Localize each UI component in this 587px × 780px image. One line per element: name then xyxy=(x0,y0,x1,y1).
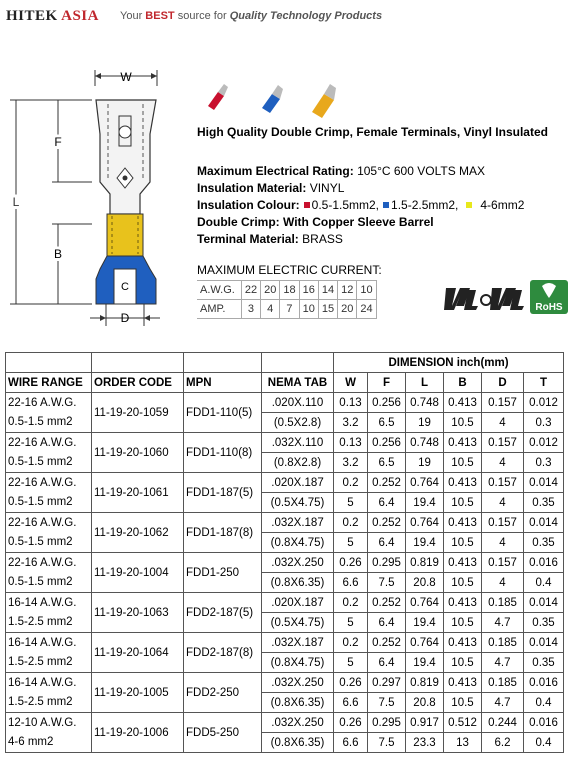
header xyxy=(0,0,587,34)
nema-tab-mm: (0.5X4.75) xyxy=(262,493,334,513)
table-row xyxy=(6,513,564,533)
table-header-row-2 xyxy=(6,373,564,393)
nema-tab-inch: .032X.250 xyxy=(262,673,334,693)
nema-tab-mm: (0.5X4.75) xyxy=(262,613,334,633)
dimension-inch-cell: 0.13 xyxy=(334,433,368,453)
dimension-inch-cell: 0.13 xyxy=(334,393,368,413)
dimension-inch-cell: 0.016 xyxy=(524,553,564,573)
dimension-mm-cell: 10.5 xyxy=(444,533,482,553)
spec-terminal-label: Terminal Material: xyxy=(197,232,299,246)
dimension-mm-cell: 3.2 xyxy=(334,453,368,473)
blue-swatch-icon xyxy=(383,202,389,208)
dimension-mm-cell: 4 xyxy=(482,413,524,433)
certification-logos xyxy=(442,276,572,316)
dimension-inch-cell: 0.764 xyxy=(406,593,444,613)
dimension-mm-cell: 4 xyxy=(482,453,524,473)
col-header-w: W xyxy=(334,373,368,393)
wire-range-awg: 12-10 A.W.G. xyxy=(6,713,92,733)
dimension-inch-cell: 0.256 xyxy=(368,433,406,453)
dimension-inch-cell: 0.252 xyxy=(368,513,406,533)
dimension-mm-cell: 0.3 xyxy=(524,453,564,473)
wire-range-mm2: 1.5-2.5 mm2 xyxy=(6,613,92,633)
current-awg-cell: 14 xyxy=(318,281,337,300)
wire-range-awg: 16-14 A.W.G. xyxy=(6,633,92,653)
order-code-cell: 11-19-20-1006 xyxy=(92,713,184,753)
dimension-inch-cell: 0.256 xyxy=(368,393,406,413)
rohs-icon xyxy=(530,280,568,314)
col-header-d: D xyxy=(482,373,524,393)
dimension-inch-cell: 0.295 xyxy=(368,713,406,733)
terminal-color-samples xyxy=(200,78,350,118)
dimension-mm-cell: 5 xyxy=(334,493,368,513)
nema-tab-inch: .020X.187 xyxy=(262,473,334,493)
dimension-inch-cell: 0.764 xyxy=(406,513,444,533)
dimension-inch-cell: 0.012 xyxy=(524,433,564,453)
dimension-mm-cell: 6.6 xyxy=(334,693,368,713)
col-header-order-code: ORDER CODE xyxy=(92,373,184,393)
dimension-mm-cell: 0.3 xyxy=(524,413,564,433)
nema-tab-mm: (0.8X4.75) xyxy=(262,653,334,673)
dim-label-f: F xyxy=(54,135,62,149)
spec-terminal-value: BRASS xyxy=(302,232,343,246)
dimension-inch-cell: 0.413 xyxy=(444,433,482,453)
yellow-terminal-icon xyxy=(312,84,336,118)
table-header-row-1 xyxy=(6,353,564,373)
wire-range-awg: 16-14 A.W.G. xyxy=(6,673,92,693)
dimension-mm-cell: 6.5 xyxy=(368,413,406,433)
dimension-inch-cell: 0.819 xyxy=(406,673,444,693)
col-header-wire-range: WIRE RANGE xyxy=(6,373,92,393)
dimension-inch-cell: 0.157 xyxy=(482,433,524,453)
spec-insulation-label: Insulation Material: xyxy=(197,181,307,195)
col-header-mpn: MPN xyxy=(184,373,262,393)
dimension-mm-cell: 0.35 xyxy=(524,533,564,553)
terminal-dimension-drawing xyxy=(0,64,190,334)
dimension-inch-cell: 0.2 xyxy=(334,513,368,533)
dimension-inch-cell: 0.244 xyxy=(482,713,524,733)
table-body xyxy=(6,393,564,753)
spec-rating-value: 105°C 600 VOLTS MAX xyxy=(357,164,486,178)
brand-name-part2: ASIA xyxy=(61,8,99,24)
spec-colour xyxy=(197,197,524,214)
dimension-mm-cell: 19.4 xyxy=(406,613,444,633)
mpn-cell: FDD1-187(5) xyxy=(184,473,262,513)
col-header-t: T xyxy=(524,373,564,393)
current-amp-label: AMP. xyxy=(197,300,241,319)
spec-rating xyxy=(197,163,524,180)
dim-label-l: L xyxy=(12,195,20,209)
current-awg-row xyxy=(197,281,376,300)
dimension-mm-cell: 4 xyxy=(482,573,524,593)
dimension-mm-cell: 10.5 xyxy=(444,693,482,713)
dimension-inch-cell: 0.26 xyxy=(334,553,368,573)
dim-label-c: C xyxy=(121,281,129,293)
dimension-mm-cell: 19.4 xyxy=(406,533,444,553)
col-header-f: F xyxy=(368,373,406,393)
wire-range-awg: 22-16 A.W.G. xyxy=(6,433,92,453)
brand-name-part1: HITEK xyxy=(6,8,58,24)
nema-tab-mm: (0.8X6.35) xyxy=(262,693,334,713)
dimension-header: DIMENSION inch(mm) xyxy=(334,353,564,373)
table-row xyxy=(6,573,564,593)
current-title: MAXIMUM ELECTRIC CURRENT: xyxy=(197,263,382,277)
nema-tab-inch: .032X.250 xyxy=(262,713,334,733)
dimension-mm-cell: 4.7 xyxy=(482,613,524,633)
dimension-mm-cell: 4.7 xyxy=(482,653,524,673)
current-amp-row xyxy=(197,300,376,319)
mpn-cell: FDD1-250 xyxy=(184,553,262,593)
table-row xyxy=(6,713,564,733)
dimension-mm-cell: 4 xyxy=(482,493,524,513)
dimension-mm-cell: 20.8 xyxy=(406,693,444,713)
wire-range-awg: 16-14 A.W.G. xyxy=(6,593,92,613)
slogan-best: BEST xyxy=(145,10,175,22)
dimension-inch-cell: 0.185 xyxy=(482,593,524,613)
nema-tab-mm: (0.5X2.8) xyxy=(262,413,334,433)
order-code-cell: 11-19-20-1005 xyxy=(92,673,184,713)
wire-range-awg: 22-16 A.W.G. xyxy=(6,393,92,413)
spec-insulation xyxy=(197,180,524,197)
order-code-cell: 11-19-20-1004 xyxy=(92,553,184,593)
dim-label-w: W xyxy=(120,70,132,84)
table-row xyxy=(6,653,564,673)
current-awg-cell: 18 xyxy=(280,281,299,300)
slogan-prefix: Your xyxy=(120,10,143,22)
col-header-nema-tab: NEMA TAB xyxy=(262,373,334,393)
order-code-cell: 11-19-20-1060 xyxy=(92,433,184,473)
dimension-mm-cell: 6.4 xyxy=(368,493,406,513)
dimension-inch-cell: 0.185 xyxy=(482,633,524,653)
dimension-inch-cell: 0.157 xyxy=(482,513,524,533)
dimension-mm-cell: 19 xyxy=(406,453,444,473)
current-awg-cell: 22 xyxy=(241,281,260,300)
col-header-b: B xyxy=(444,373,482,393)
wire-range-mm2: 0.5-1.5 mm2 xyxy=(6,413,92,433)
nema-tab-inch: .032X.250 xyxy=(262,553,334,573)
spec-rating-label: Maximum Electrical Rating: xyxy=(197,164,354,178)
table-row xyxy=(6,413,564,433)
dimension-mm-cell: 20.8 xyxy=(406,573,444,593)
dimension-mm-cell: 6.4 xyxy=(368,613,406,633)
spec-crimp xyxy=(197,214,524,231)
dimension-mm-cell: 4 xyxy=(482,533,524,553)
table-row xyxy=(6,473,564,493)
dimension-mm-cell: 10.5 xyxy=(444,493,482,513)
cul-recognized-icon xyxy=(481,288,524,310)
dimension-inch-cell: 0.014 xyxy=(524,513,564,533)
red-terminal-icon xyxy=(208,84,228,110)
wire-range-mm2: 0.5-1.5 mm2 xyxy=(6,493,92,513)
current-amp-cell: 4 xyxy=(261,300,280,319)
dimension-inch-cell: 0.2 xyxy=(334,473,368,493)
dimension-inch-cell: 0.297 xyxy=(368,673,406,693)
nema-tab-inch: .020X.110 xyxy=(262,393,334,413)
nema-tab-mm: (0.8X4.75) xyxy=(262,533,334,553)
dimension-inch-cell: 0.252 xyxy=(368,473,406,493)
dimension-inch-cell: 0.016 xyxy=(524,713,564,733)
dimension-inch-cell: 0.012 xyxy=(524,393,564,413)
dimension-mm-cell: 10.5 xyxy=(444,653,482,673)
dimension-inch-cell: 0.014 xyxy=(524,473,564,493)
product-table xyxy=(5,352,564,753)
mpn-cell: FDD1-187(8) xyxy=(184,513,262,553)
dimension-inch-cell: 0.413 xyxy=(444,473,482,493)
dimension-mm-cell: 6.5 xyxy=(368,453,406,473)
current-amp-cell: 3 xyxy=(241,300,260,319)
mpn-cell: FDD2-250 xyxy=(184,673,262,713)
dimension-inch-cell: 0.252 xyxy=(368,593,406,613)
dimension-inch-cell: 0.157 xyxy=(482,473,524,493)
dimension-mm-cell: 6.4 xyxy=(368,653,406,673)
dimension-mm-cell: 7.5 xyxy=(368,573,406,593)
dim-label-d: D xyxy=(120,311,130,325)
table-row xyxy=(6,693,564,713)
wire-range-mm2: 0.5-1.5 mm2 xyxy=(6,573,92,593)
dimension-mm-cell: 10.5 xyxy=(444,573,482,593)
table-header-blank xyxy=(6,353,92,373)
dimension-inch-cell: 0.185 xyxy=(482,673,524,693)
nema-tab-inch: .032X.187 xyxy=(262,633,334,653)
dimension-mm-cell: 0.4 xyxy=(524,573,564,593)
table-header-blank xyxy=(184,353,262,373)
dimension-inch-cell: 0.2 xyxy=(334,633,368,653)
wire-range-awg: 22-16 A.W.G. xyxy=(6,513,92,533)
dimension-mm-cell: 5 xyxy=(334,653,368,673)
dimension-inch-cell: 0.413 xyxy=(444,633,482,653)
wire-range-mm2: 1.5-2.5 mm2 xyxy=(6,693,92,713)
product-specs xyxy=(197,163,524,248)
table-header-blank xyxy=(92,353,184,373)
dimension-mm-cell: 6.6 xyxy=(334,573,368,593)
current-awg-cell: 16 xyxy=(299,281,318,300)
order-code-cell: 11-19-20-1063 xyxy=(92,593,184,633)
dimension-inch-cell: 0.413 xyxy=(444,393,482,413)
dimension-mm-cell: 5 xyxy=(334,613,368,633)
spec-terminal xyxy=(197,231,524,248)
dimension-inch-cell: 0.252 xyxy=(368,633,406,653)
dimension-mm-cell: 0.4 xyxy=(524,733,564,753)
nema-tab-inch: .032X.187 xyxy=(262,513,334,533)
dimension-mm-cell: 5 xyxy=(334,533,368,553)
mpn-cell: FDD5-250 xyxy=(184,713,262,753)
order-code-cell: 11-19-20-1061 xyxy=(92,473,184,513)
colour-blue-range: 1.5-2.5mm2, xyxy=(391,198,459,212)
wire-range-mm2: 0.5-1.5 mm2 xyxy=(6,453,92,473)
yellow-swatch-icon xyxy=(466,202,472,208)
current-awg-cell: 10 xyxy=(357,281,376,300)
nema-tab-mm: (0.8X2.8) xyxy=(262,453,334,473)
dimension-mm-cell: 6.6 xyxy=(334,733,368,753)
dimension-mm-cell: 13 xyxy=(444,733,482,753)
mpn-cell: FDD2-187(5) xyxy=(184,593,262,633)
current-awg-cell: 20 xyxy=(261,281,280,300)
wire-range-awg: 22-16 A.W.G. xyxy=(6,553,92,573)
dimension-mm-cell: 0.35 xyxy=(524,493,564,513)
current-awg-cell: 12 xyxy=(338,281,357,300)
dimension-mm-cell: 10.5 xyxy=(444,453,482,473)
slogan-quality: Quality Technology Products xyxy=(229,10,383,22)
dimension-inch-cell: 0.157 xyxy=(482,553,524,573)
colour-red-range: 0.5-1.5mm2, xyxy=(311,198,380,212)
nema-tab-mm: (0.8X6.35) xyxy=(262,733,334,753)
nema-tab-inch: .032X.110 xyxy=(262,433,334,453)
dimension-inch-cell: 0.413 xyxy=(444,553,482,573)
dimension-inch-cell: 0.016 xyxy=(524,673,564,693)
wire-range-mm2: 0.5-1.5 mm2 xyxy=(6,533,92,553)
ul-recognized-icon xyxy=(444,288,478,310)
dimension-inch-cell: 0.917 xyxy=(406,713,444,733)
nema-tab-mm: (0.8X6.35) xyxy=(262,573,334,593)
current-amp-cell: 7 xyxy=(280,300,299,319)
table-row xyxy=(6,553,564,573)
table-row xyxy=(6,453,564,473)
dimension-inch-cell: 0.26 xyxy=(334,713,368,733)
dimension-inch-cell: 0.014 xyxy=(524,593,564,613)
dimension-mm-cell: 10.5 xyxy=(444,613,482,633)
dimension-mm-cell: 6.2 xyxy=(482,733,524,753)
dimension-inch-cell: 0.764 xyxy=(406,633,444,653)
dimension-mm-cell: 3.2 xyxy=(334,413,368,433)
dimension-inch-cell: 0.748 xyxy=(406,433,444,453)
dimension-mm-cell: 7.5 xyxy=(368,733,406,753)
table-row xyxy=(6,433,564,453)
rohs-text: RoHS xyxy=(535,302,563,313)
dimension-mm-cell: 7.5 xyxy=(368,693,406,713)
dimension-inch-cell: 0.748 xyxy=(406,393,444,413)
mpn-cell: FDD1-110(8) xyxy=(184,433,262,473)
brand-logo[interactable] xyxy=(6,8,99,25)
table-row xyxy=(6,733,564,753)
table-row xyxy=(6,633,564,653)
dimension-inch-cell: 0.014 xyxy=(524,633,564,653)
dimension-mm-cell: 10.5 xyxy=(444,413,482,433)
table-row xyxy=(6,673,564,693)
nema-tab-inch: .020X.187 xyxy=(262,593,334,613)
wire-range-mm2: 4-6 mm2 xyxy=(6,733,92,753)
mpn-cell: FDD1-110(5) xyxy=(184,393,262,433)
dimension-inch-cell: 0.413 xyxy=(444,673,482,693)
dimension-mm-cell: 23.3 xyxy=(406,733,444,753)
order-code-cell: 11-19-20-1062 xyxy=(92,513,184,553)
dimension-inch-cell: 0.512 xyxy=(444,713,482,733)
wire-range-mm2: 1.5-2.5 mm2 xyxy=(6,653,92,673)
dimension-mm-cell: 19 xyxy=(406,413,444,433)
red-swatch-icon xyxy=(304,202,310,208)
table-row xyxy=(6,593,564,613)
table-row xyxy=(6,533,564,553)
dimension-inch-cell: 0.413 xyxy=(444,593,482,613)
table-row xyxy=(6,393,564,413)
dimension-mm-cell: 4.7 xyxy=(482,693,524,713)
dimension-mm-cell: 0.35 xyxy=(524,653,564,673)
current-table xyxy=(197,280,377,319)
slogan xyxy=(120,10,382,22)
table-row xyxy=(6,493,564,513)
dimension-mm-cell: 19.4 xyxy=(406,653,444,673)
current-amp-cell: 20 xyxy=(338,300,357,319)
col-header-l: L xyxy=(406,373,444,393)
dimension-inch-cell: 0.413 xyxy=(444,513,482,533)
dimension-mm-cell: 19.4 xyxy=(406,493,444,513)
dimension-inch-cell: 0.157 xyxy=(482,393,524,413)
dimension-inch-cell: 0.295 xyxy=(368,553,406,573)
current-awg-label: A.W.G. xyxy=(197,281,241,300)
dimension-inch-cell: 0.2 xyxy=(334,593,368,613)
blue-terminal-icon xyxy=(262,85,283,113)
dimension-inch-cell: 0.819 xyxy=(406,553,444,573)
dimension-mm-cell: 0.35 xyxy=(524,613,564,633)
spec-crimp-label: Double Crimp: With Copper Sleeve Barrel xyxy=(197,215,434,229)
dimension-mm-cell: 0.4 xyxy=(524,693,564,713)
dimension-inch-cell: 0.26 xyxy=(334,673,368,693)
order-code-cell: 11-19-20-1064 xyxy=(92,633,184,673)
spec-insulation-value: VINYL xyxy=(309,181,345,195)
wire-range-awg: 22-16 A.W.G. xyxy=(6,473,92,493)
product-title: High Quality Double Crimp, Female Terminals, Vinyl Insulated xyxy=(197,125,548,139)
dim-label-b: B xyxy=(53,247,63,261)
current-amp-cell: 24 xyxy=(357,300,376,319)
current-amp-cell: 15 xyxy=(318,300,337,319)
dimension-inch-cell: 0.764 xyxy=(406,473,444,493)
colour-yellow-range: 4-6mm2 xyxy=(480,198,525,212)
slogan-mid: source for xyxy=(177,10,227,22)
table-header-blank xyxy=(262,353,334,373)
dimension-mm-cell: 6.4 xyxy=(368,533,406,553)
current-amp-cell: 10 xyxy=(299,300,318,319)
order-code-cell: 11-19-20-1059 xyxy=(92,393,184,433)
table-row xyxy=(6,613,564,633)
spec-colour-label: Insulation Colour: xyxy=(197,198,300,212)
mpn-cell: FDD2-187(8) xyxy=(184,633,262,673)
